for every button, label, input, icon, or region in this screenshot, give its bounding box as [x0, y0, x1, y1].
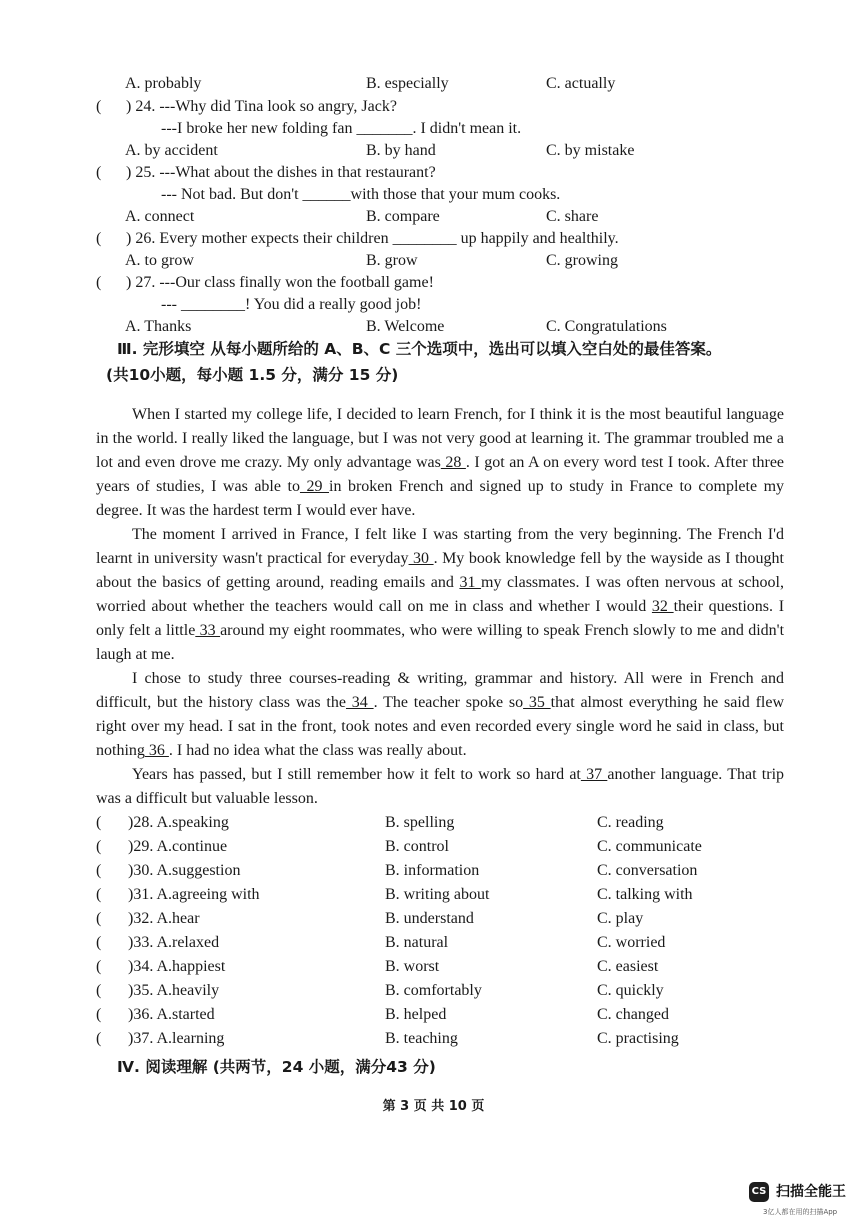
- blank-33: 33: [195, 622, 221, 639]
- q33-option-c: C. worried: [597, 934, 666, 951]
- cloze-passage: [96, 403, 784, 811]
- q25-option-c: C. share: [546, 208, 599, 225]
- scanner-tagline: 3亿人都在用的扫描App: [763, 1208, 838, 1216]
- answer-paren: (: [96, 1030, 102, 1047]
- answer-paren: (: [96, 98, 102, 115]
- blank-31: 31: [459, 574, 482, 591]
- q30-option-b: B. information: [385, 862, 480, 879]
- q27-option-b: B. Welcome: [366, 318, 445, 335]
- answer-paren: (: [96, 886, 102, 903]
- q36-option-b: B. helped: [385, 1006, 447, 1023]
- blank-30: 30: [408, 550, 434, 567]
- blank-29: 29: [299, 478, 329, 495]
- answer-paren: (: [96, 910, 102, 927]
- q37-option-a: )37. A.learning: [128, 1030, 225, 1047]
- scanner-logo-icon: CS: [749, 1182, 769, 1202]
- passage-paragraph-3: I chose to study three courses-reading & writing, grammar and history. All were in French and difficult, but the history class was the 34 . The teacher spoke so 35 that almost everything he said flew right over my head. I sat in the front, took notes and even recorded every single word he said in class, but nothing 36 . I had no idea what the class was really about.: [96, 670, 785, 759]
- section-4-heading: Ⅳ. 阅读理解 (共两节，24 小题，满分43 分): [117, 1058, 436, 1076]
- q35-option-c: C. quickly: [597, 982, 664, 999]
- blank-34: 34: [345, 694, 374, 711]
- blank-32: 32: [651, 598, 674, 615]
- q31-option-c: C. talking with: [597, 886, 693, 903]
- answer-paren: (: [96, 982, 102, 999]
- answer-paren: (: [96, 934, 102, 951]
- answer-paren: (: [96, 958, 102, 975]
- q33-option-a: )33. A.relaxed: [128, 934, 220, 951]
- q28-option-c: C. reading: [597, 814, 664, 831]
- answer-paren: (: [96, 814, 102, 831]
- q27-option-a: A. Thanks: [125, 318, 192, 335]
- q29-option-a: )29. A.continue: [128, 838, 228, 855]
- option-a: A. probably: [125, 75, 202, 92]
- q26-option-b: B. grow: [366, 252, 418, 269]
- q29-option-b: B. control: [385, 838, 449, 855]
- q27-option-c: C. Congratulations: [546, 318, 667, 335]
- q24-option-b: B. by hand: [366, 142, 436, 159]
- page-number: 第 3 页 共 10 页: [382, 1099, 485, 1114]
- answer-paren: (: [96, 274, 102, 291]
- section-3-heading: Ⅲ. 完形填空 从每小题所给的 A、B、C 三个选项中，选出可以填入空白处的最佳答案。: [117, 340, 722, 358]
- question-24-reply: ---I broke her new folding fan _______. I didn't mean it.: [161, 120, 522, 137]
- q29-option-c: C. communicate: [597, 838, 702, 855]
- answer-paren: (: [96, 838, 102, 855]
- q24-option-a: A. by accident: [125, 142, 218, 159]
- answer-paren: (: [96, 862, 102, 879]
- answer-paren: (: [96, 1006, 102, 1023]
- q24-option-c: C. by mistake: [546, 142, 635, 159]
- q34-option-c: C. easiest: [597, 958, 659, 975]
- q26-option-a: A. to grow: [125, 252, 194, 269]
- q36-option-c: C. changed: [597, 1006, 669, 1023]
- q32-option-c: C. play: [597, 910, 644, 927]
- blank-36: 36: [144, 742, 169, 759]
- q32-option-a: )32. A.hear: [128, 910, 200, 927]
- question-24-stem: ) 24. ---Why did Tina look so angry, Jack?: [126, 98, 397, 115]
- q31-option-b: B. writing about: [385, 886, 490, 903]
- q35-option-a: )35. A.heavily: [128, 982, 220, 999]
- answer-paren: (: [96, 164, 102, 181]
- q36-option-a: )36. A.started: [128, 1006, 215, 1023]
- q28-option-b: B. spelling: [385, 814, 455, 831]
- q25-option-a: A. connect: [125, 208, 195, 225]
- q30-option-a: )30. A.suggestion: [128, 862, 241, 879]
- option-b: B. especially: [366, 75, 449, 92]
- q28-option-a: )28. A.speaking: [128, 814, 229, 831]
- q37-option-b: B. teaching: [385, 1030, 458, 1047]
- q31-option-a: )31. A.agreeing with: [128, 886, 260, 903]
- q26-option-c: C. growing: [546, 252, 618, 269]
- passage-paragraph-2: The moment I arrived in France, I felt like I was starting from the very beginning. The French I'd learnt in university wasn't practical for everyday 30 . My book knowledge fell by the wayside as I thought about the basics of getting around, reading emails and 31 my classmates. I was often nervous at school, worried about whether the teachers would call on me in class and whether I would 32 their questions. I only felt a little 33 around my eight roommates, who were willing to speak French slowly to me and didn't laugh at me.: [96, 526, 785, 663]
- question-26-stem: ) 26. Every mother expects their children ________ up happily and healthily.: [126, 230, 619, 247]
- blank-35: 35: [523, 694, 551, 711]
- q35-option-b: B. comfortably: [385, 982, 482, 999]
- q33-option-b: B. natural: [385, 934, 449, 951]
- scanner-brand: 扫描全能王: [776, 1184, 846, 1200]
- option-c: C. actually: [546, 75, 616, 92]
- blank-37: 37: [580, 766, 608, 783]
- answer-paren: (: [96, 230, 102, 247]
- passage-paragraph-1: When I started my college life, I decided to learn French, for I think it is the most beautiful language in the world. I really liked the language, but I was not very good at learning it. The grammar troubled me a lot and even drove me crazy. My only advantage was 28 . I got an A on every word test I took. After three years of studies, I was able to 29 in broken French and signed up to study in France to complete my degree. It was the hardest term I would ever have.: [96, 406, 785, 519]
- question-25-stem: ) 25. ---What about the dishes in that restaurant?: [126, 164, 436, 181]
- question-25-reply: --- Not bad. But don't ______with those that your mum cooks.: [161, 186, 561, 203]
- q30-option-c: C. conversation: [597, 862, 698, 879]
- q34-option-b: B. worst: [385, 958, 440, 975]
- blank-28: 28: [440, 454, 466, 471]
- q37-option-c: C. practising: [597, 1030, 679, 1047]
- q32-option-b: B. understand: [385, 910, 474, 927]
- section-3-subheading: (共10小题，每小题 1.5 分，满分 15 分): [106, 366, 399, 384]
- passage-paragraph-4: Years has passed, but I still remember how it felt to work so hard at 37 another language. That trip was a difficult but valuable lesson.: [96, 766, 785, 807]
- question-27-stem: ) 27. ---Our class finally won the football game!: [126, 274, 434, 291]
- q34-option-a: )34. A.happiest: [128, 958, 226, 975]
- question-27-reply: --- ________! You did a really good job!: [161, 296, 422, 313]
- q25-option-b: B. compare: [366, 208, 440, 225]
